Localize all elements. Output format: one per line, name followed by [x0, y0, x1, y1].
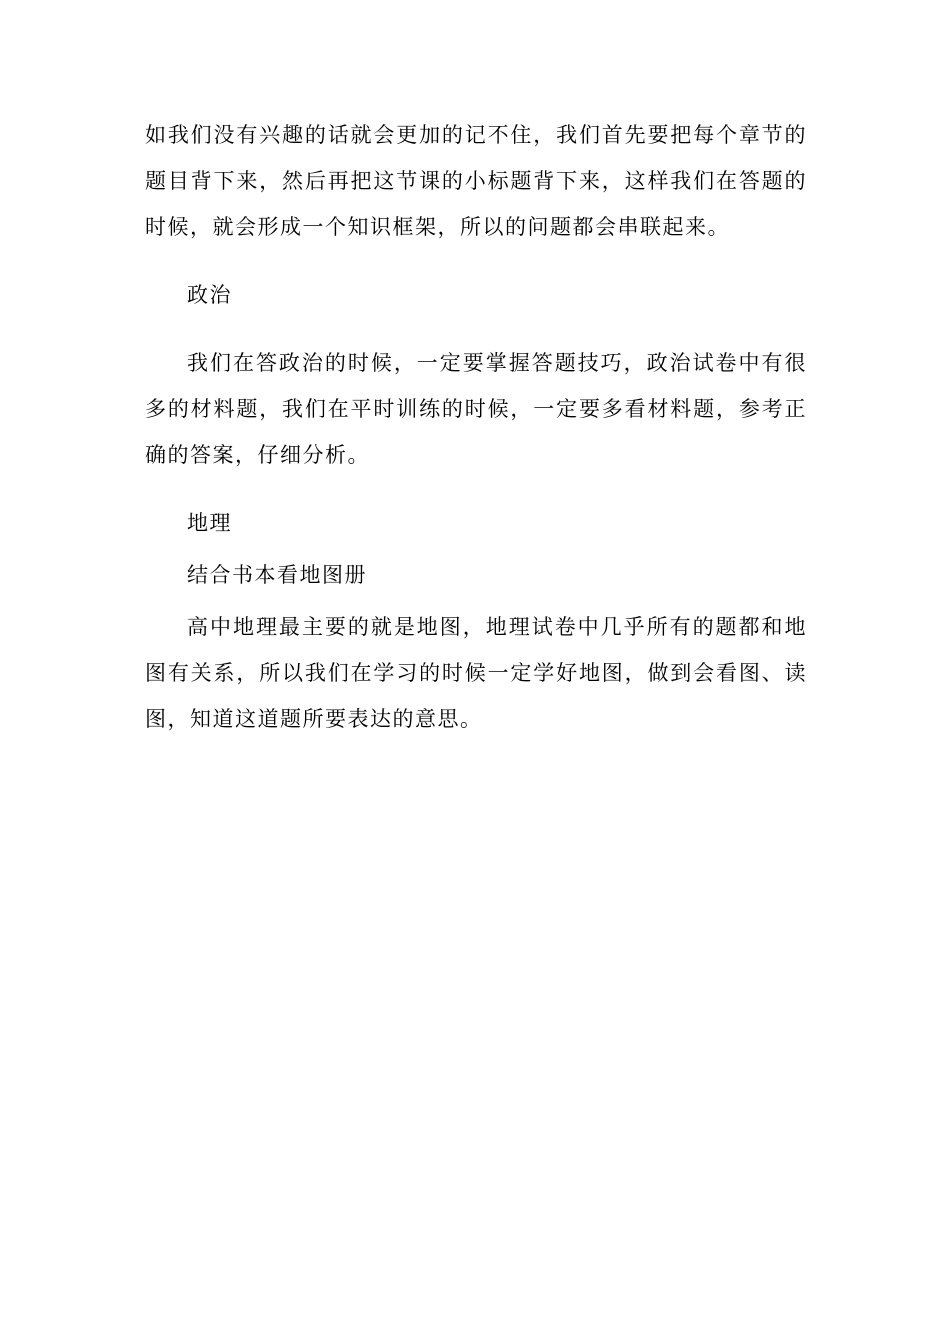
paragraph-politics: 我们在答政治的时候，一定要掌握答题技巧，政治试卷中有很多的材料题，我们在平时训练的时候，一定要多看材料题，参考正确的答案，仔细分析。 — [145, 351, 807, 467]
section-heading-politics: 政治 — [187, 283, 232, 307]
document-page — [145, 112, 807, 764]
paragraph-geography: 高中地理最主要的就是地图，地理试卷中几乎所有的题都和地图有关系，所以我们在学习的时候一定学好地图，做到会看图、读图，知道这道题所要表达的意思。 — [145, 615, 807, 731]
paragraph-memorization: 如我们没有兴趣的话就会更加的记不住，我们首先要把每个章节的题目背下来，然后再把这节课的小标题背下来，这样我们在答题的时候，就会形成一个知识框架，所以的问题都会串联起来。 — [145, 123, 807, 239]
section-heading-geography: 地理 — [187, 511, 232, 535]
subheading-atlas: 结合书本看地图册 — [187, 563, 367, 587]
